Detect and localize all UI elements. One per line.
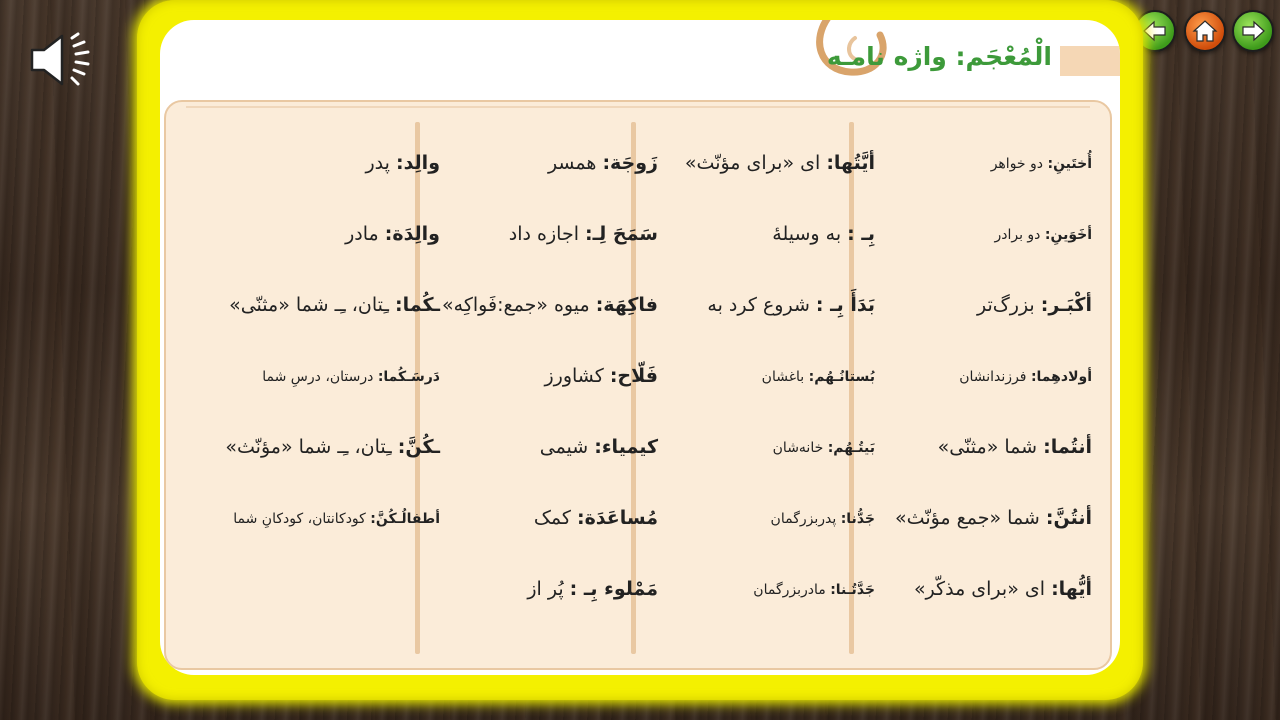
- arabic-word: ـكُنَّ:: [397, 436, 440, 458]
- arabic-word: أُختَينِ:: [1047, 156, 1092, 172]
- arabic-word: ـكُما:: [394, 294, 440, 316]
- arabic-word: كيمياء:: [594, 436, 658, 458]
- persian-meaning: بزرگ‌تر: [977, 294, 1041, 316]
- forward-button[interactable]: [1232, 10, 1274, 52]
- persian-meaning: مادر: [345, 223, 385, 245]
- vocabulary-entry: [534, 507, 658, 529]
- persian-meaning: همسر: [547, 152, 603, 174]
- arabic-word: أولادهِما:: [1030, 369, 1092, 385]
- arabic-word: أكْبَـر:: [1040, 294, 1092, 316]
- persian-meaning: شما «جمع مؤنّث»: [895, 507, 1046, 529]
- persian-meaning: شما «مثنّی»: [937, 436, 1044, 458]
- persian-meaning: ای «برای مذکّر»: [913, 578, 1052, 600]
- persian-meaning: خانه‌شان: [772, 440, 828, 456]
- arabic-word: زَوجَة:: [602, 152, 658, 174]
- vocabulary-entry: [994, 227, 1092, 243]
- arabic-word: أنتُما:: [1043, 436, 1092, 458]
- home-icon: [1191, 17, 1219, 45]
- vocabulary-column-2: [665, 132, 875, 652]
- vocabulary-entry: [707, 294, 875, 316]
- persian-meaning: ای «برای مؤنّث»: [684, 152, 827, 174]
- arabic-word: بِـ :: [847, 223, 875, 245]
- vocabulary-entry: [540, 436, 658, 458]
- arabic-word: جَدَّتُـنا:: [830, 582, 875, 598]
- arabic-word: بُستانُـهُم:: [808, 369, 875, 385]
- vocabulary-page: [160, 20, 1120, 675]
- vocabulary-entry: [977, 294, 1092, 316]
- persian-meaning: دو خواهر: [990, 156, 1048, 172]
- vocabulary-entry: [229, 294, 440, 316]
- arabic-word: بَدَأَ بِـ :: [815, 294, 875, 316]
- arrow-left-icon: [1141, 17, 1169, 45]
- persian-meaning: مادربزرگمان: [753, 582, 831, 598]
- vocabulary-entry: [509, 223, 658, 245]
- persian-meaning: ـِتان، ـِـ شما «مثنّی»: [229, 294, 395, 316]
- persian-meaning: باغشان: [761, 369, 809, 385]
- vocabulary-entry: [225, 436, 440, 458]
- vocabulary-entry: [233, 511, 440, 527]
- persian-meaning: اجازه داد: [508, 223, 586, 245]
- persian-meaning: پُر از: [527, 578, 570, 600]
- vocabulary-entry: [895, 507, 1092, 529]
- panel-border-line: [186, 106, 1090, 108]
- arabic-word: والِد:: [395, 152, 440, 174]
- arabic-word: فاكِهَة:: [595, 294, 658, 316]
- vocabulary-entry: [959, 369, 1092, 385]
- vocabulary-entry: [544, 365, 658, 387]
- persian-meaning: شروع کرد به: [707, 294, 816, 316]
- arabic-word: أخَوَينِ:: [1044, 227, 1092, 243]
- arabic-word: دَرسَـكُما:: [377, 369, 440, 385]
- persian-meaning: کشاورز: [544, 365, 610, 387]
- persian-meaning: میوه «جمع:فَواكِه»: [442, 294, 596, 316]
- vocabulary-entry: [262, 369, 440, 385]
- arabic-word: مُساعَدَة:: [576, 507, 658, 529]
- vocabulary-column-4: [225, 132, 440, 652]
- arabic-word: سَمَحَ لِـ:: [585, 223, 658, 245]
- persian-meaning: دو برادر: [994, 227, 1045, 243]
- persian-meaning: به وسیلهٔ: [772, 223, 848, 245]
- persian-meaning: پدربزرگمان: [770, 511, 841, 527]
- vocabulary-entry: [685, 152, 875, 174]
- page-title: الْمُعْجَم: واژه نامـه: [826, 42, 1052, 71]
- arabic-word: مَمْلوء بِـ :: [569, 578, 658, 600]
- vocabulary-entry: [365, 152, 440, 174]
- arrow-right-icon: [1239, 17, 1267, 45]
- vocabulary-entry: [914, 578, 1092, 600]
- vocabulary-column-3: [442, 132, 658, 652]
- vocabulary-entry: [772, 223, 875, 245]
- header-band: [1060, 46, 1120, 76]
- vocabulary-entry: [771, 511, 875, 527]
- vocabulary-entry: [548, 152, 658, 174]
- persian-meaning: ـِتان، ـِـ شما «مؤنّث»: [225, 436, 398, 458]
- persian-meaning: پدر: [365, 152, 396, 174]
- persian-meaning: فرزندانشان: [959, 369, 1031, 385]
- persian-meaning: شیمی: [539, 436, 595, 458]
- arabic-word: بَيتُـهُم:: [827, 440, 875, 456]
- vocabulary-entry: [762, 369, 875, 385]
- speaker-volume-icon[interactable]: [26, 28, 100, 92]
- arabic-word: أيَّتُها:: [826, 152, 875, 174]
- persian-meaning: کمک: [533, 507, 577, 529]
- vocabulary-entry: [773, 440, 875, 456]
- vocabulary-panel: [164, 100, 1112, 670]
- vocabulary-entry: [345, 223, 440, 245]
- arabic-word: جَدُّنا:: [840, 511, 875, 527]
- persian-meaning: درستان، درسِ شما: [262, 369, 378, 385]
- arabic-word: والِدَة:: [384, 223, 440, 245]
- persian-meaning: کودکانتان، کودکانِ شما: [233, 511, 371, 527]
- vocabulary-entry: [753, 582, 875, 598]
- vocabulary-column-1: [882, 132, 1092, 652]
- vocabulary-entry: [527, 578, 658, 600]
- arabic-word: أنتُنَّ:: [1045, 507, 1092, 529]
- vocabulary-entry: [938, 436, 1092, 458]
- arabic-word: فَلّاح:: [609, 365, 658, 387]
- arabic-word: أيُّها:: [1051, 578, 1092, 600]
- arabic-word: أطفالُـكُنَّ:: [370, 511, 440, 527]
- vocabulary-entry: [991, 156, 1092, 172]
- vocabulary-entry: [442, 294, 658, 316]
- home-button[interactable]: [1184, 10, 1226, 52]
